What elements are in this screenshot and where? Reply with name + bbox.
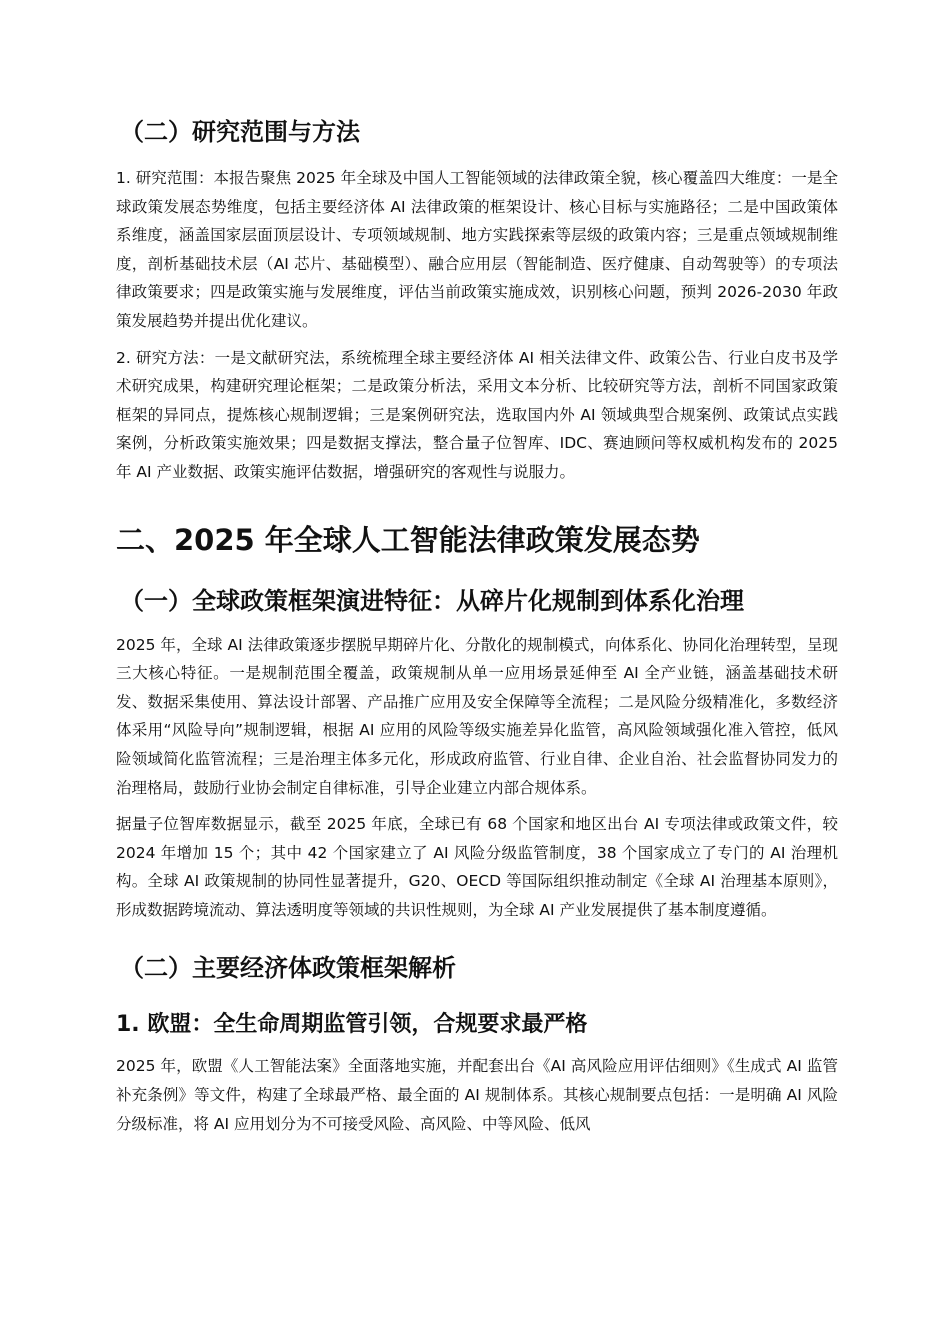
section-heading-scope-method: （二）研究范围与方法 [120,118,360,146]
paragraph-research-scope: 1. 研究范围：本报告聚焦 2025 年全球及中国人工智能领域的法律政策全貌，核心覆盖四大维度：一是全球政策发展态势维度，包括主要经济体 AI 法律政策的框架设计、核心目标与实施路径；二是中国政策体系维度，涵盖国家层面顶层设计、专项领域规制、地方实践探索等层级的政策内容；三是重点领域规制维度，剖析基础技术层（AI 芯片、基础模型）、融合应用层（智能制造、医疗健康、自动驾驶等）的专项法律政策要求；四是政策实施与发展维度，评估当前政策实施成效，识别核心问题，预判 2026-2030 年政策发展趋势并提出优化建议。 [116,169,838,330]
document-page [116,112,838,1138]
chapter-heading-global-trends: 二、2025 年全球人工智能法律政策发展态势 [116,522,700,557]
paragraph-global-framework-features: 2025 年，全球 AI 法律政策逐步摆脱早期碎片化、分散化的规制模式，向体系化、协同化治理转型，呈现三大核心特征。一是规制范围全覆盖，政策规制从单一应用场景延伸至 AI 全产业链，涵盖基础技术研发、数据采集使用、算法设计部署、产品推广应用及安全保障等全流程；二是风险分级精准化，多数经济体采用“风险导向”规制逻辑，根据 AI 应用的风险等级实施差异化监管，高风险领域强化准入管控，低风险领域简化监管流程；三是治理主体多元化，形成政府监管、行业自律、企业自治、社会监督协同发力的治理格局，鼓励行业协会制定自律标准，引导企业建立内部合规体系。 [116,635,838,797]
paragraph-eu-ai-act: 2025 年，欧盟《人工智能法案》全面落地实施，并配套出台《AI 高风险应用评估细则》《生成式 AI 监管补充条例》等文件，构建了全球最严格、最全面的 AI 规制体系。其核心规制要点包括：一是明确 AI 风险分级标准，将 AI 应用划分为不可接受风险、高风险、中等风险、低风 [116,1057,838,1133]
subsection-heading-eu: 1. 欧盟：全生命周期监管引领，合规要求最严格 [116,1012,588,1038]
paragraph-global-framework-data: 据量子位智库数据显示，截至 2025 年底，全球已有 68 个国家和地区出台 AI 专项法律或政策文件，较 2024 年增加 15 个；其中 42 个国家建立了 AI 风险分级监管制度，38 个国家成立了专门的 AI 治理机构。全球 AI 政策规制的协同性显著提升，G20、OECD 等国际组织推动制定《全球 AI 治理基本原则》，形成数据跨境流动、算法透明度等领域的共识性规则，为全球 AI 产业发展提供了基本制度遵循。 [116,815,838,919]
paragraph-research-method: 2. 研究方法：一是文献研究法，系统梳理全球主要经济体 AI 相关法律文件、政策公告、行业白皮书及学术研究成果，构建研究理论框架；二是政策分析法，采用文本分析、比较研究等方法，剖析不同国家政策框架的异同点，提炼核心规制逻辑；三是案例研究法，选取国内外 AI 领域典型合规案例、政策试点实践案例，分析政策实施效果；四是数据支撑法，整合量子位智库、IDC、赛迪顾问等权威机构发布的 2025 年 AI 产业数据、政策实施评估数据，增强研究的客观性与说服力。 [116,348,838,481]
section-heading-global-framework: （一）全球政策框架演进特征：从碎片化规制到体系化治理 [120,586,744,615]
section-heading-major-economies: （二）主要经济体政策框架解析 [120,954,456,983]
